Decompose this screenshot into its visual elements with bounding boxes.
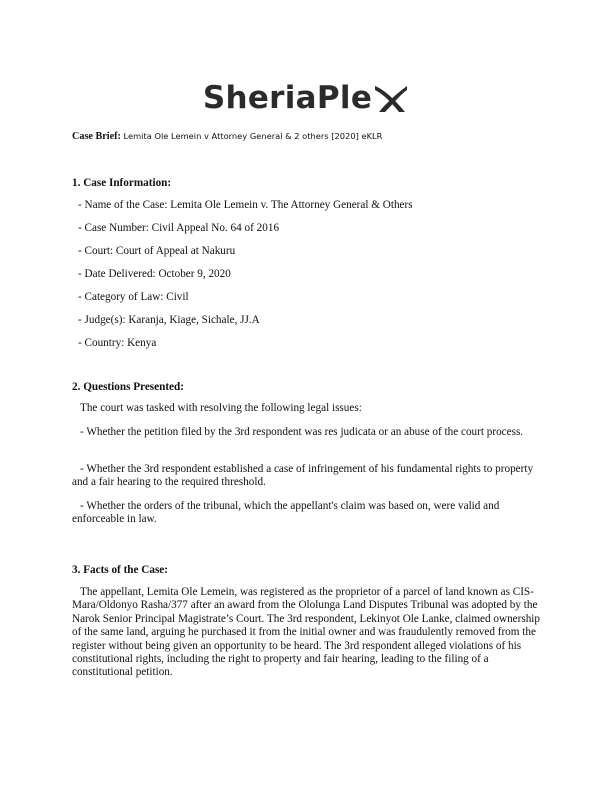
question-item: - Whether the orders of the tribunal, which the appellant's claim was based on, were valid and enforceable in law. [72,500,500,526]
case-info-category: - Category of Law: Civil [78,291,189,303]
brand-logo [0,76,612,120]
case-info-number: - Case Number: Civil Appeal No. 64 of 2016 [78,222,280,234]
case-info-name: - Name of the Case: Lemita Ole Lemein v. The Attorney General & Others [78,199,413,211]
case-brief-label: Case Brief: [72,131,121,142]
section-heading-facts: 3. Facts of the Case: [72,564,169,576]
case-info-country: - Country: Kenya [78,337,157,349]
case-info-court: - Court: Court of Appeal at Nakuru [78,245,236,257]
question-item: - Whether the petition filed by the 3rd respondent was res judicata or an abuse of the court process. [80,426,524,438]
case-brief-title: Lemita Ole Lemein v Attorney General & 2 others [2020] eKLR [123,131,383,141]
section-heading-questions-presented: 2. Questions Presented: [72,381,184,393]
questions-intro: The court was tasked with resolving the following legal issues: [80,402,362,414]
question-item: - Whether the 3rd respondent established a case of infringement of his fundamental rights to property and a fair hearing to the required threshold. [72,463,534,489]
section-heading-case-information: 1. Case Information: [72,177,172,189]
case-brief-line [72,130,382,143]
case-info-date: - Date Delivered: October 9, 2020 [78,268,231,280]
case-info-judges: - Judge(s): Karanja, Kiage, Sichale, JJ.A [78,314,260,326]
x-swoosh-icon [373,84,409,114]
facts-paragraph: The appellant, Lemita Ole Lemein, was registered as the proprietor of a parcel of land known as CIS-Mara/Oldonyo Rasha/377 after an award from the Ololunga Land Disputes Tribunal was adopted by the Narok Senior Principal Magistrate’s Court. The 3rd respondent, Lekinyot Ole Lanke, claimed ownership of the same land, arguing he purchased it from the initial owner and was fraudulently removed from the register without being given an opportunity to be heard. The 3rd respondent alleged violations of his constitutional rights, including the right to property and fair hearing, leading to the filing of a constitutional petition. [72,586,541,679]
brand-name: SheriaPle [202,79,373,116]
